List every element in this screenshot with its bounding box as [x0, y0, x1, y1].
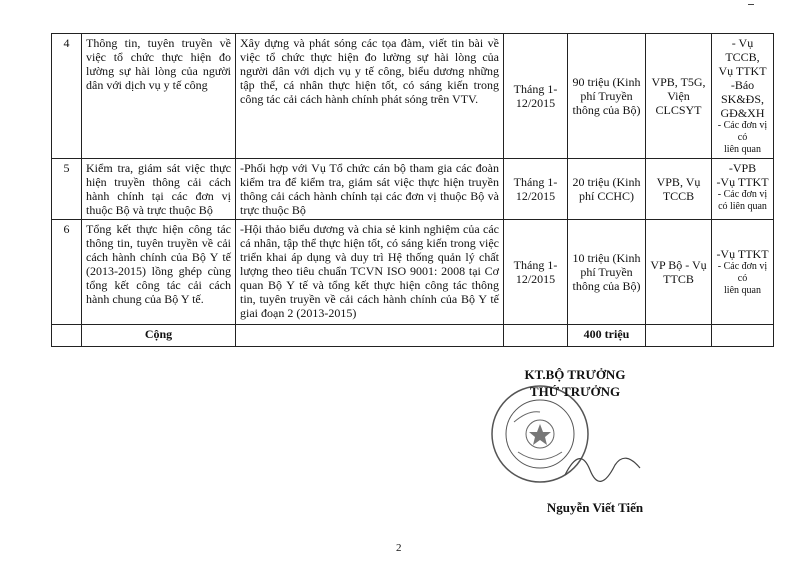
coordinating-units: [712, 220, 774, 325]
activity-cost: 90 triệu (Kinh phí Truyền thông của Bộ): [568, 34, 646, 159]
coord-line: có liên quan: [718, 201, 767, 212]
coord-line: - Các đơn vị: [717, 189, 768, 200]
coord-line: liên quan: [724, 285, 761, 296]
activity-content: -Phối hợp với Vụ Tổ chức cán bộ tham gia các đoàn kiểm tra để kiểm tra, giám sát việc thực hiện truyền thông cải cách hành chính tại các đơn vị thuộc Bộ và trực thuộc Bộ: [236, 159, 504, 220]
empty-cell: [712, 325, 774, 347]
coordinating-units: [712, 34, 774, 159]
activity-name: Thông tin, tuyên truyền về việc tổ chức thực hiện đo lường sự hài lòng của người dân với dịch vụ y tế công: [82, 34, 236, 159]
signer-name: Nguyễn Viết Tiến: [546, 500, 644, 515]
page-number: 2: [396, 542, 402, 554]
coord-line: - Vụ TCCB,: [725, 36, 760, 64]
table-row: [52, 220, 774, 325]
row-number: 4: [52, 34, 82, 159]
coord-line: SK&ĐS,: [720, 92, 764, 106]
lead-unit: VPB, T5G, Viện CLCSYT: [646, 34, 712, 159]
total-row: [52, 325, 774, 347]
activity-time: Tháng 1-12/2015: [504, 34, 568, 159]
plan-table: [51, 33, 774, 347]
handwritten-signature-icon: [560, 440, 650, 490]
coord-line: GĐ&XH: [720, 106, 765, 120]
total-value: 400 triệu: [568, 325, 646, 347]
activity-content: Xây dựng và phát sóng các tọa đàm, viết tin bài về việc tổ chức thực hiện đo lường sự hài lòng của người dân với dịch vụ y tế công, biểu dương những tập thể, cá nhân thực hiện tốt, có sáng kiến trong công tác cải cách hành chính phát sóng trên VTV.: [236, 34, 504, 159]
empty-cell: [52, 325, 82, 347]
coord-line: - Các đơn vị có: [717, 120, 768, 143]
empty-cell: [504, 325, 568, 347]
coord-line: -Vụ TTKT: [716, 247, 769, 261]
empty-cell: [646, 325, 712, 347]
coord-line: -Báo: [730, 78, 755, 92]
coord-line: -VPB: [728, 161, 757, 175]
activity-time: Tháng 1-12/2015: [504, 220, 568, 325]
coordinating-units: [712, 159, 774, 220]
corner-mark: [748, 4, 754, 5]
table-row: [52, 34, 774, 159]
activity-name: Tổng kết thực hiện công tác thông tin, tuyên truyền về cải cách hành chính của Bộ Y tế (2013-2015) lồng ghép cùng tổng kết công tác cải cách hành chung của Bộ Y tế.: [82, 220, 236, 325]
signature-block: [480, 366, 670, 400]
coord-line: -Vụ TTKT: [716, 175, 769, 189]
empty-cell: [236, 325, 504, 347]
activity-time: Tháng 1-12/2015: [504, 159, 568, 220]
lead-unit: VPB, Vụ TCCB: [646, 159, 712, 220]
coord-line: liên quan: [724, 144, 761, 155]
coord-line: - Các đơn vị có: [717, 261, 768, 284]
signature-title-line2: THỨ TRƯỞNG: [529, 384, 621, 399]
signature-title-line1: KT.BỘ TRƯỞNG: [524, 367, 626, 382]
activity-cost: 20 triệu (Kinh phí CCHC): [568, 159, 646, 220]
activity-content: -Hội thảo biểu dương và chia sẻ kinh nghiệm của các cá nhân, tập thể thực hiện tốt, có sáng kiến trong việc triển khai áp dụng và duy trì Hệ thống quản lý chất lượng theo tiêu chuẩn TCVN ISO 9001: 2008 tại Cơ quan Bộ Y tế và tổng kết thực hiện công tác thông tin, tuyên truyền về cải cách hành chính của Bộ Y tế giai đoạn 2 (2013-2015): [236, 220, 504, 325]
total-label: Cộng: [82, 325, 236, 347]
coord-line: Vụ TTKT: [718, 64, 767, 78]
activity-name: Kiểm tra, giám sát việc thực hiện truyền thông cải cách hành chính tại các đơn vị thuộc Bộ và trực thuộc Bộ: [82, 159, 236, 220]
lead-unit: VP Bộ - Vụ TTCB: [646, 220, 712, 325]
row-number: 5: [52, 159, 82, 220]
row-number: 6: [52, 220, 82, 325]
activity-cost: 10 triệu (Kinh phí Truyền thông của Bộ): [568, 220, 646, 325]
table-row: [52, 159, 774, 220]
